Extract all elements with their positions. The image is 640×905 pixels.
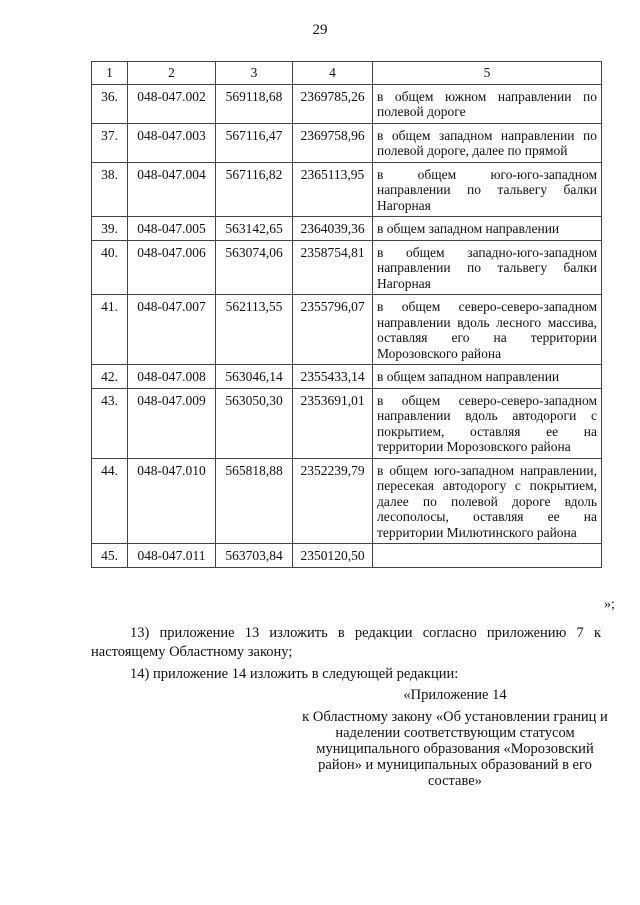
table-row (92, 84, 602, 123)
table-closing-quote: »; (604, 597, 615, 612)
table-row (92, 544, 602, 568)
table-row (92, 365, 602, 389)
table-header-row (92, 62, 602, 85)
table-row (92, 123, 602, 162)
table-row (92, 295, 602, 365)
cell-number: 39. (92, 217, 128, 241)
boundary-points-table (91, 61, 602, 568)
cell-point-code: 048-047.007 (128, 295, 216, 365)
cell-point-code: 048-047.006 (128, 240, 216, 295)
table-row (92, 162, 602, 217)
table-body (92, 84, 602, 567)
paragraph-item-13: 13) приложение 13 изложить в редакции согласно приложению 7 к настоящему Областному закону; (91, 625, 601, 660)
cell-y-coordinate: 2358754,81 (293, 240, 373, 295)
cell-y-coordinate: 2350120,50 (293, 544, 373, 568)
page-number: 29 (312, 22, 328, 38)
cell-y-coordinate: 2365113,95 (293, 162, 373, 217)
cell-description: в общем западном направлении (373, 217, 602, 241)
table-row (92, 388, 602, 458)
cell-description: в общем южном направлении по полевой дороге (373, 84, 602, 123)
table-row (92, 217, 602, 241)
column-header-3: 3 (216, 62, 293, 85)
cell-x-coordinate: 563050,30 (216, 388, 293, 458)
cell-number: 41. (92, 295, 128, 365)
cell-number: 37. (92, 123, 128, 162)
cell-description: в общем северо-северо-западном направлении вдоль автодороги с покрытием, оставляя ее на территории Морозовского района (373, 388, 602, 458)
cell-x-coordinate: 563142,65 (216, 217, 293, 241)
cell-point-code: 048-047.005 (128, 217, 216, 241)
cell-description (373, 544, 602, 568)
cell-point-code: 048-047.010 (128, 458, 216, 544)
cell-point-code: 048-047.003 (128, 123, 216, 162)
cell-number: 40. (92, 240, 128, 295)
cell-x-coordinate: 565818,88 (216, 458, 293, 544)
cell-number: 44. (92, 458, 128, 544)
table-header (92, 62, 602, 85)
cell-description: в общем юго-юго-западном направлении по тальвегу балки Нагорная (373, 162, 602, 217)
cell-y-coordinate: 2369785,26 (293, 84, 373, 123)
cell-x-coordinate: 569118,68 (216, 84, 293, 123)
cell-number: 45. (92, 544, 128, 568)
cell-point-code: 048-047.008 (128, 365, 216, 389)
cell-x-coordinate: 563046,14 (216, 365, 293, 389)
table-row (92, 240, 602, 295)
appendix-heading-block (300, 687, 610, 789)
cell-y-coordinate: 2355433,14 (293, 365, 373, 389)
column-header-1: 1 (92, 62, 128, 85)
cell-y-coordinate: 2355796,07 (293, 295, 373, 365)
column-header-5: 5 (373, 62, 602, 85)
cell-x-coordinate: 563074,06 (216, 240, 293, 295)
appendix-subtitle: к Областному закону «Об установлении границ и наделении соответствующим статусом муниципального образования «Морозовский район» и муниципальных образований в его составе» (302, 709, 608, 789)
paragraph-item-14: 14) приложение 14 изложить в следующей редакции: (130, 666, 459, 682)
cell-y-coordinate: 2369758,96 (293, 123, 373, 162)
cell-point-code: 048-047.009 (128, 388, 216, 458)
cell-x-coordinate: 567116,82 (216, 162, 293, 217)
cell-description: в общем западно-юго-западном направлении по тальвегу балки Нагорная (373, 240, 602, 295)
cell-number: 43. (92, 388, 128, 458)
cell-description: в общем западном направлении по полевой дороге, далее по прямой (373, 123, 602, 162)
column-header-4: 4 (293, 62, 373, 85)
table-row (92, 458, 602, 544)
cell-point-code: 048-047.011 (128, 544, 216, 568)
cell-y-coordinate: 2352239,79 (293, 458, 373, 544)
cell-number: 42. (92, 365, 128, 389)
cell-description: в общем западном направлении (373, 365, 602, 389)
column-header-2: 2 (128, 62, 216, 85)
appendix-title: «Приложение 14 (403, 687, 507, 703)
cell-y-coordinate: 2353691,01 (293, 388, 373, 458)
cell-number: 38. (92, 162, 128, 217)
cell-x-coordinate: 563703,84 (216, 544, 293, 568)
cell-number: 36. (92, 84, 128, 123)
cell-description: в общем северо-северо-западном направлении вдоль лесного массива, оставляя его на территории Морозовского района (373, 295, 602, 365)
cell-point-code: 048-047.002 (128, 84, 216, 123)
cell-point-code: 048-047.004 (128, 162, 216, 217)
cell-x-coordinate: 562113,55 (216, 295, 293, 365)
cell-description: в общем юго-западном направлении, пересекая автодорогу с покрытием, далее по полевой дороге вдоль лесополосы, оставляя ее на территории Милютинского района (373, 458, 602, 544)
cell-y-coordinate: 2364039,36 (293, 217, 373, 241)
cell-x-coordinate: 567116,47 (216, 123, 293, 162)
